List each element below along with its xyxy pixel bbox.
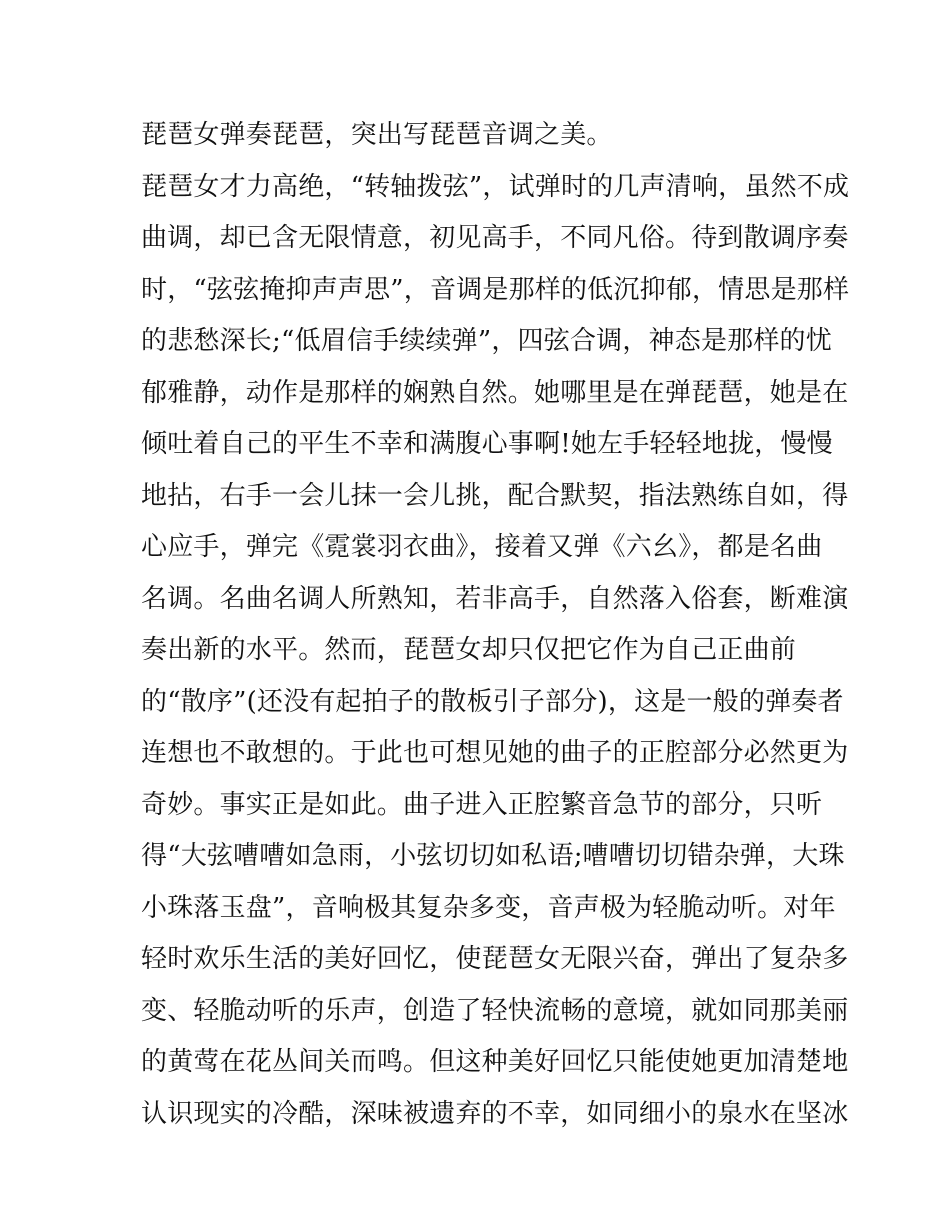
text-line: 轻时欢乐生活的美好回忆，使琵琶女无限兴奋，弹出了复杂多 [141,944,849,974]
text-line: 的黄莺在花丛间关而鸣。但这种美好回忆只能使她更加清楚地 [141,1047,849,1077]
text-line: 得“大弦嘈嘈如急雨，小弦切切如私语;嘈嘈切切错杂弹，大珠 [141,841,845,871]
text-line: 心应手，弹完《霓裳羽衣曲》，接着又弹《六幺》，都是名曲 [141,532,823,562]
text-line: 郁雅静，动作是那样的娴熟自然。她哪里是在弹琵琶，她是在 [141,377,849,408]
text-line: 小珠落玉盘”，音响极其复杂多变，音声极为轻脆动听。对年 [141,892,836,923]
text-line: 认识现实的冷酷，深味被遗弃的不幸，如同细小的泉水在坚冰 [141,1098,849,1129]
text-line: 倾吐着自己的平生不幸和满腹心事啊!她左手轻轻地拢，慢慢 [141,429,833,459]
text-line: 的“散序”(还没有起拍子的散板引子部分)，这是一般的弹奏者 [141,686,844,717]
text-line: 连想也不敢想的。于此也可想见她的曲子的正腔部分必然更为 [141,738,849,768]
text-line: 琵琶女弹奏琵琶，突出写琵琶音调之美。 [141,120,613,150]
text-line: 曲调，却已含无限情意，初见高手，不同凡俗。待到散调序奏 [141,223,849,253]
text-line: 时，“弦弦掩抑声声思”，音调是那样的低沉抑郁，情思是那样 [141,274,850,305]
text-line: 变、轻脆动听的乐声，创造了轻快流畅的意境，就如同那美丽 [141,995,849,1026]
text-line: 奏出新的水平。然而，琵琶女却只仅把它作为自己正曲前 [141,635,797,665]
text-line: 的悲愁深长;“低眉信手续续弹”，四弦合调，神态是那样的忧 [141,326,832,356]
text-line: 奇妙。事实正是如此。曲子进入正腔繁音急节的部分，只听 [141,789,823,820]
text-line: 琵琶女才力高绝，“转轴拨弦”，试弹时的几声清响，虽然不成 [141,171,850,202]
body-text [141,110,850,1140]
text-line: 名调。名曲名调人所熟知，若非高手，自然落入俗套，断难演 [141,583,849,614]
text-line: 地拈，右手一会儿抹一会儿挑，配合默契，指法熟练自如，得 [141,480,849,511]
